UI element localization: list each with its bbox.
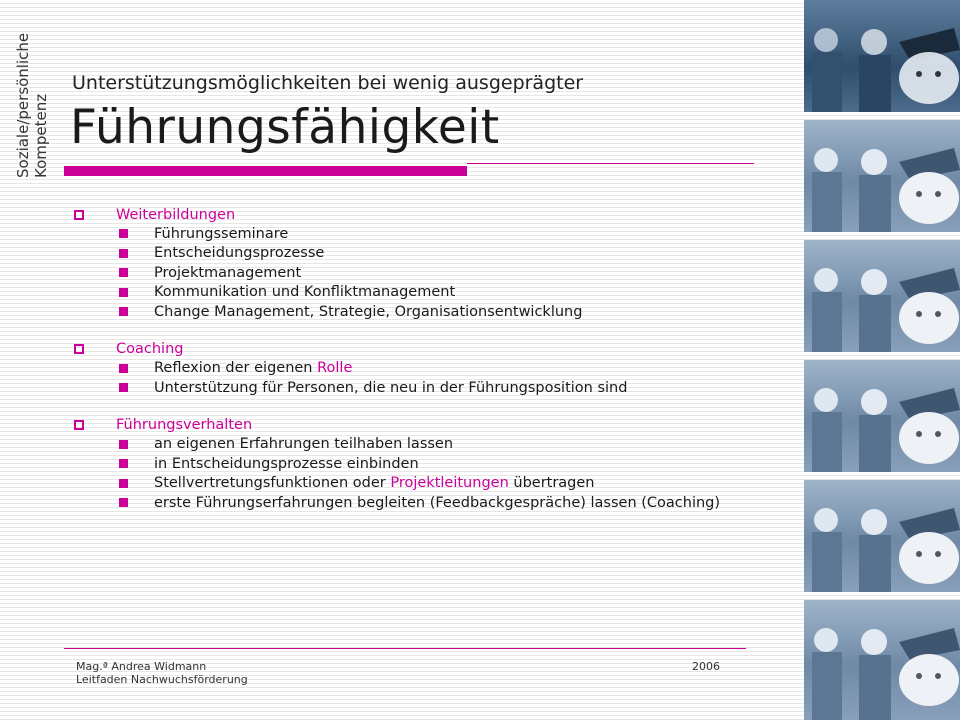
list-item bbox=[74, 224, 804, 244]
section-heading bbox=[74, 340, 804, 359]
square-bullet-icon bbox=[119, 364, 128, 373]
list-item-text: Change Management, Strategie, Organisationsentwicklung bbox=[154, 303, 583, 320]
list-item-text: Entscheidungsprozesse bbox=[154, 245, 325, 262]
square-bullet-icon bbox=[119, 459, 128, 468]
vertical-section-label bbox=[14, 8, 50, 178]
slide-title: Führungsfähigkeit bbox=[70, 100, 500, 155]
footer-document: Leitfaden Nachwuchsförderung bbox=[76, 673, 248, 686]
checkbox-bullet-icon bbox=[74, 344, 84, 354]
decorative-photo-strip bbox=[804, 0, 960, 720]
list-item-text: erste Führungserfahrungen begleiten (Feedbackgespräche) lassen (Coaching) bbox=[154, 494, 721, 511]
decorative-photo bbox=[804, 240, 960, 352]
list-item bbox=[74, 474, 804, 494]
list-item-text: Kommunikation und Konfliktmanagement bbox=[154, 284, 456, 301]
list-item bbox=[74, 283, 804, 303]
list-item bbox=[74, 493, 804, 513]
square-bullet-icon bbox=[119, 288, 128, 297]
list-item-text-part: Reflexion der eigenen bbox=[154, 360, 318, 377]
section-coaching bbox=[74, 340, 804, 398]
list-item-text: Unterstützung für Personen, die neu in der Führungsposition sind bbox=[154, 379, 628, 396]
list-item-text bbox=[154, 475, 595, 491]
section-fuehrungsverhalten bbox=[74, 416, 804, 513]
list-item bbox=[74, 435, 804, 455]
vertical-label-line1: Soziale/persönliche bbox=[14, 32, 32, 178]
title-accent-line bbox=[467, 163, 754, 164]
list-item-text-part: Stellvertretungsfunktionen oder bbox=[154, 475, 391, 492]
list-item-text: Projektmanagement bbox=[154, 264, 302, 281]
decorative-photo bbox=[804, 600, 960, 720]
square-bullet-icon bbox=[119, 383, 128, 392]
section-heading-label: Weiterbildungen bbox=[116, 206, 236, 223]
section-heading bbox=[74, 205, 804, 224]
footer-author: Mag.ª Andrea Widmann bbox=[76, 660, 207, 673]
footer-year: 2006 bbox=[692, 660, 720, 673]
list-item-text: in Entscheidungsprozesse einbinden bbox=[154, 455, 419, 472]
content-area bbox=[74, 205, 804, 531]
list-item bbox=[74, 378, 804, 398]
decorative-photo bbox=[804, 0, 960, 112]
checkbox-bullet-icon bbox=[74, 210, 84, 220]
slide-subtitle: Unterstützungsmöglichkeiten bei wenig ausgeprägter bbox=[72, 72, 584, 94]
list-item bbox=[74, 302, 804, 322]
square-bullet-icon bbox=[119, 249, 128, 258]
list-item bbox=[74, 244, 804, 264]
list-item-text bbox=[154, 360, 352, 376]
square-bullet-icon bbox=[119, 440, 128, 449]
highlighted-word: Rolle bbox=[317, 360, 353, 377]
decorative-photo bbox=[804, 480, 960, 592]
square-bullet-icon bbox=[119, 307, 128, 316]
checkbox-bullet-icon bbox=[74, 420, 84, 430]
section-weiterbildungen bbox=[74, 205, 804, 322]
list-item bbox=[74, 454, 804, 474]
square-bullet-icon bbox=[119, 268, 128, 277]
decorative-photo bbox=[804, 360, 960, 472]
footer-divider bbox=[64, 648, 746, 649]
highlighted-word: Projektleitungen bbox=[390, 475, 509, 492]
list-item bbox=[74, 263, 804, 283]
decorative-photo bbox=[804, 120, 960, 232]
list-item-text: Führungsseminare bbox=[154, 225, 289, 242]
section-heading bbox=[74, 416, 804, 435]
square-bullet-icon bbox=[119, 479, 128, 488]
section-heading-label: Führungsverhalten bbox=[116, 417, 253, 433]
list-item-text: an eigenen Erfahrungen teilhaben lassen bbox=[154, 436, 454, 453]
title-accent-bar bbox=[64, 166, 467, 176]
section-heading-label: Coaching bbox=[116, 341, 184, 357]
footer-credits bbox=[76, 660, 248, 686]
vertical-label-line2: Kompetenz bbox=[32, 93, 50, 178]
list-item-text-part: übertragen bbox=[508, 475, 595, 492]
square-bullet-icon bbox=[119, 229, 128, 238]
square-bullet-icon bbox=[119, 498, 128, 507]
list-item bbox=[74, 359, 804, 379]
